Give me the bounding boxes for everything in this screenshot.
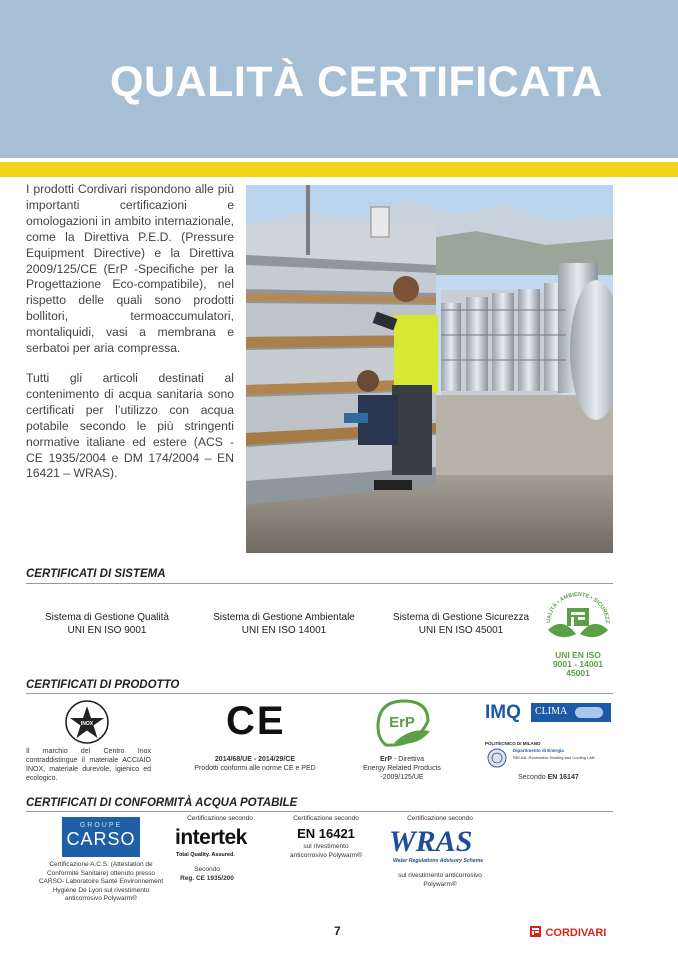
cert-sicurezza-norm: UNI EN ISO 45001 [418,625,504,636]
en16421-norm: EN 16421 [297,826,355,841]
ce-mark-icon: CE [226,699,286,743]
section-title-prodotto: CERTIFICATI DI PRODOTTO [26,679,180,691]
iso-badge-line2: 9001 - 14001 [552,659,604,669]
intertek-reg-block [170,866,244,883]
cert-qualita-norm: UNI EN ISO 9001 [67,625,147,636]
imq-clima-text: CLIMA [535,706,568,717]
inox-description: Il marchio del Centro Inox contraddistingue il materiale ACCIAIO INOX, materiale durevole, igienico ed ecologico. [26,748,151,782]
wras-label: Certificazione secondo [407,815,473,822]
ce-directives: 2014/68/UE - 2014/29/CE [214,756,296,763]
imq-secondo: Secondo [518,774,548,781]
intertek-logo-text: intertek [175,826,247,849]
polimi-block [485,741,615,760]
section-title-acqua: CERTIFICATI DI CONFORMITÀ ACQUA POTABILE [26,797,298,809]
intertek-tagline: Total Quality. Assured. [176,852,235,858]
erp-logo [370,697,432,756]
imq-norm-value: EN 16147 [547,774,579,781]
imq-swirl-icon [575,707,603,718]
en16421-text [276,843,376,860]
ce-text [180,755,330,773]
divider [26,693,613,694]
divider [26,811,613,812]
inox-logo [64,699,110,750]
intro-paragraph-1: I prodotti Cordivari rispondono alle più importanti certificazioni e omologazioni in ambito internazionale, come la Direttiva P.E.D. (Pressure Equipment Directive) e la Direttiva 2009/125/CE (ErP -Specifiche per la Progettazione Eco-compatibile), nel rispetto delle quali sono prodotti bollitori, termoaccumulatori, montaliquidi, vasi a membrana e serbatoi per aria compressa. [26,182,234,356]
accent-stripe [0,162,678,177]
cert-ambientale-norm: UNI EN ISO 14001 [241,625,327,636]
ce-description: Prodotti conformi alle norme CE e PED [194,765,316,772]
intertek-reg: Reg. CE 1935/200 [180,874,234,882]
intertek-label: Certificazione secondo [187,815,253,822]
intertek-secondo: Secondo [194,866,220,873]
cert-qualita-name: Sistema di Gestione Qualità [45,612,169,623]
wras-logo-text: WRAS [389,825,473,858]
carso-description: Certificazione A.C.S. (Attestation de Conformité Sanitaire) ottenuto presso CARSO- Laboratoire Santé Environnement Hygiène De Lyon sul rivestimento anticorrosivo Polywarm® [38,861,164,902]
iso-badge [540,586,616,676]
wras-line1: sul rivestimento anticorrosivo [398,872,482,879]
iso-badge-line3: 45001 [566,668,590,678]
en16421-line2: anticorrosivo Polywarm® [290,851,362,859]
page-number: 7 [334,924,341,938]
cert-sicurezza [378,611,544,637]
cert-sicurezza-name: Sistema di Gestione Sicurezza [392,612,530,623]
cordivari-brand: CORDIVARI [545,927,607,939]
wras-line2: Polywarm® [423,880,457,888]
iso-badge-arc-text: UALITÀ • AMBIENTE • SICUREZZ [545,591,611,624]
wras-tagline: Water Regulations Advisory Scheme [393,858,484,864]
section-title-sistema: CERTIFICATI DI SISTEMA [26,568,166,580]
warehouse-photo [246,185,613,553]
divider [26,583,613,584]
cert-qualita [26,611,188,637]
iso-badge-line1: UNI EN ISO [555,650,601,660]
imq-logo-text: IMQ [485,702,521,723]
erp-leaf-icon [370,697,432,751]
intro-text [26,182,234,496]
erp-label: ErP [380,756,393,763]
page-title: QUALITÀ CERTIFICATA [110,58,603,106]
inox-logo-text: INOX [80,721,94,727]
imq-clima-logo [485,702,611,724]
erp-directive: - Direttiva [392,756,424,763]
carso-name: CARSO [66,829,136,849]
polimi-dept: Dipartimento di Energia [513,748,564,753]
erp-products: Energy Related Products [363,765,441,772]
en16421-label: Certificazione secondo [293,815,359,822]
en16421-line1: sul rivestimento [303,843,349,850]
cordivari-mark-icon [530,926,541,937]
carso-logo [62,817,140,857]
cordivari-logo [530,923,606,941]
intro-paragraph-2: Tutti gli articoli destinati al contenimento di acqua sanitaria sono certificati per l’utilizzo con acqua potabile secondo le più stringenti normative italiane ed estere (ACS - CE 1935/2004 e DM 174/2004 – EN 16421 – WRAS). [26,370,234,481]
polimi-lab: RELAB- Renewable Heating and Cooling LAB [513,755,595,760]
carso-groupe: GROUPE [79,822,123,829]
erp-text [352,755,452,782]
polimi-seal-icon [487,748,507,768]
erp-number: -2009/125/UE [380,774,424,781]
cert-ambientale-name: Sistema di Gestione Ambientale [213,612,355,623]
polimi-name: POLITECNICO DI MILANO [485,741,541,746]
erp-logo-text: ErP [389,714,415,731]
leaf-logo-icon [540,586,616,646]
cert-ambientale [200,611,368,637]
inox-star-icon [64,699,110,745]
wras-text [385,872,495,889]
imq-norm [518,773,579,782]
